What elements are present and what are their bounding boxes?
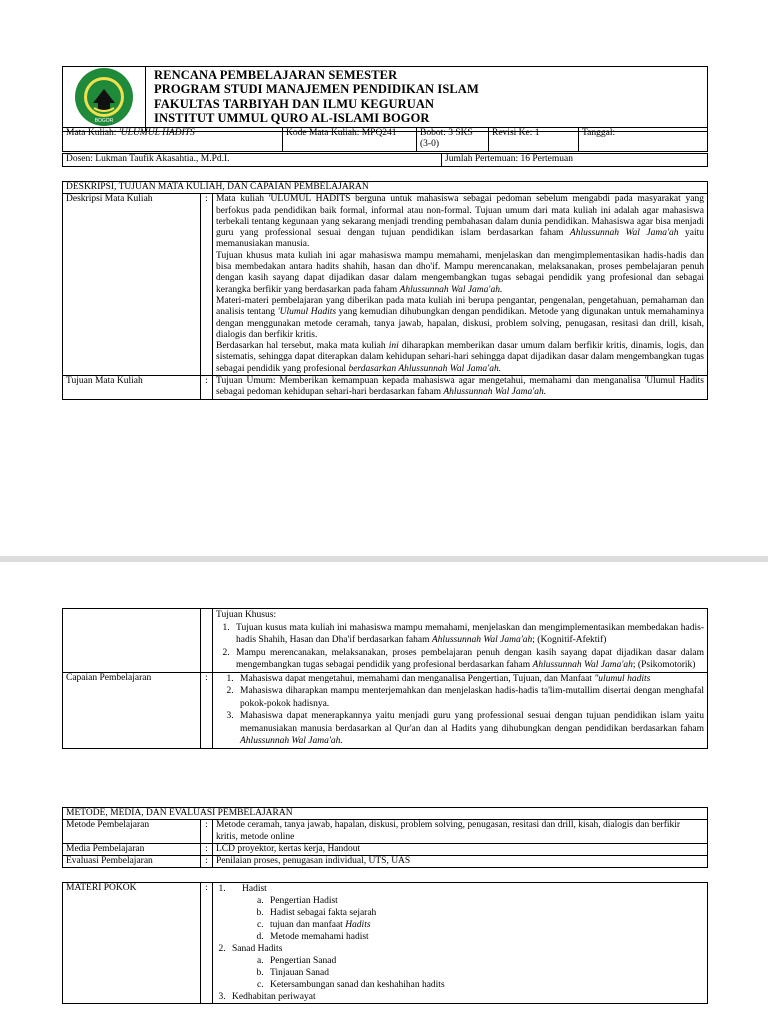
title-line-3: FAKULTAS TARBIYAH DAN ILMU KEGURUAN (154, 96, 435, 111)
materi-topic-2-a: a. Pengertian Sanad (266, 955, 704, 967)
pertemuan-cell: Jumlah Pertemuan: 16 Pertemuan (442, 154, 708, 167)
deskripsi-paragraph-3: Materi-materi pembelajaran yang diberikan pada mata kuliah ini berupa pengantar, pengenalan, pengetahuan, pemahaman dan analisis tentang 'Ulumul Hadits yang kemudian dihubungkan dengan pendidikan. Metode yang digunakan untuk memahaminya dengan menggunakan metode ceramah, tanya jawab, hapalan, diskusi, problem solving, penugasan, resitasi dan drill, kisah, dialogis dan berfikir kritis. (216, 295, 704, 340)
logo-bottom-text: BOGOR (94, 118, 114, 124)
capaian-label: Capaian Pembelajaran (63, 672, 201, 748)
dosen-table (62, 153, 708, 167)
bobot-cell: Bobot: 3 SKS (3-0) (417, 128, 489, 152)
deskripsi-section-heading: DESKRIPSI, TUJUAN MATA KULIAH, DAN CAPAIAN PEMBELAJARAN (63, 182, 708, 194)
title-cell (146, 67, 708, 132)
deskripsi-paragraph-4: Berdasarkan hal tersebut, maka mata kuliah ini diharapkan memberikan dasar umum dalam berfikir kritis, dinamis, logis, dan sistematis, sehingga dapat diterapkan dalam kehidupan sehari-hari sehingga dapat dijadikan dasar dalam mengembangkan tugas sebagai pendidik yang profesional berdasarkan Ahlussunnah Wal Jama'ah. (216, 341, 705, 374)
deskripsi-paragraph-1: Mata kuliah 'ULUMUL HADITS berguna untuk mahasiswa sebagai pedoman sebelum mengabdi pada masyarakat yang berfokus pada pendidikan baik formal, informal atau non-formal. Tujuan umum dari mata kuliah ini adalah agar mahasiswa terbekali tentang kegunaan yang sekarang menjadi trending pembahasan dalam dunia pendidikan. Mahasiswa agar bisa menjadi guru yang professional sesuai dengan tujuan pendidikan islam berdasarkan faham Ahlussunnah Wal Jama'ah yaitu memanusiakan manusia. (216, 194, 704, 250)
colon: : (201, 820, 213, 844)
institution-logo (74, 67, 134, 127)
materi-topic-1-d: d. Metode memahami hadist (266, 931, 704, 943)
capaian-item-2: 2. Mahasiswa diharapkan mampu menterjemahkan dan menjelaskan hadis-hadis ta'lim-mutallim disertai dengan menghafal pokok-pokok hadisnya. (236, 685, 704, 710)
capaian-item-3: 3. Mahasiswa dapat menerapkannya yaitu menjadi guru yang professional sesuai dengan tujuan pendidikan islam yaitu memanusiakan manusia berdasarkan al Qur'an dan al Hadits yang dihubungkan dengan pendidikan berdasarkan faham Ahlussunnah Wal Jama'ah. (236, 710, 704, 748)
mata-kuliah-cell (63, 128, 283, 152)
dosen-cell: Dosen: Lukman Taufik Akasahtia., M.Pd.I. (63, 154, 442, 167)
evaluasi-label: Evaluasi Pembelajaran (63, 856, 201, 868)
revisi-cell: Revisi Ke: 1 (489, 128, 579, 152)
tujuan-khusus-item-2: 2. Mampu merencanakan, melaksanakan, proses pembelajaran penuh dengan kasih sayang dapat dijadikan dasar dalam mengembangkan tugas sebagai pendidik yang profesional berdasarkan faham Ahlussunnah Wal Jama'ah; (Psikomotorik) (232, 647, 704, 672)
materi-table (62, 882, 708, 1004)
empty-colon-cell (201, 609, 213, 673)
capaian-text (213, 672, 708, 748)
metode-label: Metode Pembelajaran (63, 820, 201, 844)
metode-section-heading: METODE, MEDIA, DAN EVALUASI PEMBELAJARAN (63, 808, 708, 820)
colon: : (201, 843, 213, 855)
colon: : (201, 376, 213, 400)
tujuan-label: Tujuan Mata Kuliah (63, 376, 201, 400)
metode-table (62, 807, 708, 868)
tujuan-khusus-item-1: 1. Tujuan kusus mata kuliah ini mahasiswa mampu memahami, menjelaskan dan mengimplementasikan membedakan hadis-hadis Shahih, Hasan dan Dha'if berdasarkan faham Ahlussunnah Wal Jama'ah; (Kognitif-Afektif) (232, 622, 704, 647)
title-line-1: RENCANA PEMBELAJARAN SEMESTER (154, 68, 398, 82)
materi-label: MATERI POKOK (63, 883, 201, 1004)
materi-topic-1: 1. Hadist a. Pengertian Hadist b. Hadist sebagai fakta sejarah c. tujuan dan manfaat Hadits d. Metode memahami hadist (228, 883, 704, 943)
logo-cell (63, 67, 146, 132)
deskripsi-text (213, 194, 708, 376)
colon: : (201, 856, 213, 868)
title-line-4: INSTITUT UMMUL QURO AL-ISLAMI BOGOR (154, 111, 430, 126)
media-label: Media Pembelajaran (63, 843, 201, 855)
deskripsi-paragraph-2: Tujuan khusus mata kuliah ini agar mahasiswa mampu memahami, menjelaskan dan mengimplementasikan hadis-hadis dan bisa membedakan antara hadits shahih, hasan dan dho'if. Mampu merencanakan, melaksanakan, proses pembelajaran penuh dengan kasih sayang dapat dijadikan dasar dalam mengembangkan tugas sebagai pendidik yang profesional dan sebagai kerangka berfikir yang berdasarkan pada faham Ahlussunnah Wal Jama'ah. (216, 250, 704, 295)
empty-label-cell (63, 609, 201, 673)
materi-topic-2-b: b. Tinjauan Sanad (266, 967, 704, 979)
materi-topic-1-c: c. tujuan dan manfaat Hadits (266, 919, 704, 931)
page-2 (0, 562, 768, 1024)
materi-topic-3: 3. Kedhabitan periwayat (228, 991, 704, 1003)
course-info-table (62, 127, 708, 152)
materi-topic-2-c: c. Ketersambungan sanad dan keshahihan hadits (266, 979, 704, 991)
tanggal-cell: Tanggal: (579, 128, 708, 152)
mata-kuliah-value: 'ULUMUL HADITS (118, 128, 195, 138)
capaian-item-1: 1. Mahasiswa dapat mengetahui, memahami dan menganalisa Pengertian, Tujuan, dan Manfaat "ulumul hadits (236, 673, 704, 686)
tujuan-khusus-text (213, 609, 708, 673)
materi-topic-1-a: a. Pengertian Hadist (266, 895, 704, 907)
evaluasi-value: Penilaian proses, penugasan individual, UTS, UAS (213, 856, 708, 868)
colon: : (201, 672, 213, 748)
tujuan-khusus-heading: Tujuan Khusus: (216, 610, 277, 620)
materi-topic-2: 2. Sanad Hadits a. Pengertian Sanad b. Tinjauan Sanad c. Ketersambungan sanad dan keshahihan hadits (228, 943, 704, 991)
deskripsi-label: Deskripsi Mata Kuliah (63, 194, 201, 376)
materi-content (213, 883, 708, 1004)
metode-value: Metode ceramah, tanya jawab, hapalan, diskusi, problem solving, penugasan, resitasi dan drill, kisah, dialogis dan berfikir kritis, metode online (213, 820, 708, 844)
kode-cell: Kode Mata Kuliah: MPQ241 (283, 128, 417, 152)
mata-kuliah-label: Mata Kuliah: (66, 128, 119, 138)
media-value: LCD proyektor, kertas kerja, Handout (213, 843, 708, 855)
deskripsi-table (62, 181, 708, 400)
tujuan-umum-text: Tujuan Umum: Memberikan kemampuan kepada mahasiswa agar mengetahui, memahami dan menganalisa 'Ulumul Hadits sebagai pedoman kehidupan sehari-hari berdasarkan faham Ahlussunnah Wal Jama'ah. (213, 376, 708, 400)
tujuan-khusus-table (62, 608, 708, 749)
colon: : (201, 194, 213, 376)
materi-topic-1-b: b. Hadist sebagai fakta sejarah (266, 907, 704, 919)
header-table (62, 66, 708, 132)
title-line-2: PROGRAM STUDI MANAJEMEN PENDIDIKAN ISLAM (154, 82, 479, 97)
colon: : (201, 883, 213, 1004)
